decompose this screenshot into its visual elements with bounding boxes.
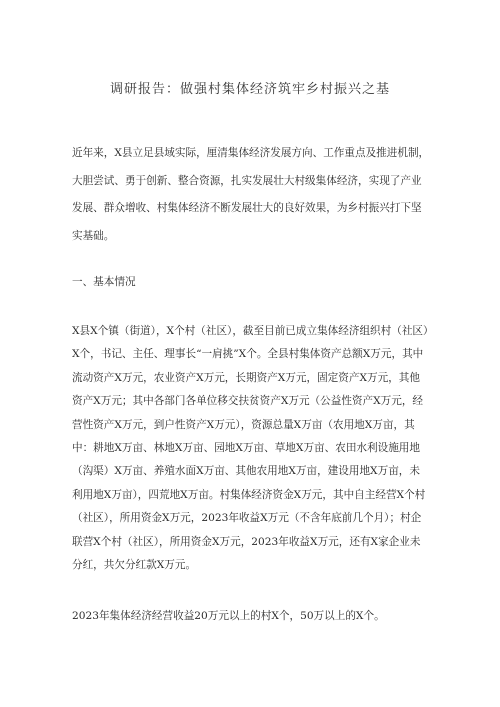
basic-situation-paragraph: X县X个镇（街道），X个村（社区），截至目前已成立集体经济组织村（社区）X个，书记、主任、理事长“一肩挑”X个。全县村集体资产总额X万元，其中流动资产X万元，农业资产X万元，长期资产X万元，固定资产X万元，其他资产X万元；其中各部门各单位移交扶贫资产X万元（公益性资产X万元，经营性资产X万元，到户性资产X万元），资源总量X万亩（农用地X万亩，其中：耕地X万亩、林地X万亩、园地X万亩、草地X万亩、农田水利设施用地（沟渠）X万亩、养殖水面X万亩、其他农用地X万亩，建设用地X万亩，未利用地X万亩），四荒地X万亩。村集体经济资金X万元，其中自主经营X个村（社区），所用资金X万元，2023年收益X万元（不含年底前几个月）；村企联营X个村（社区），所用资金X万元，2023年收益X万元，还有X家企业未分红，共欠分红款X万元。 — [72, 325, 429, 572]
document-title: 调研报告：做强村集体经济筑牢乡村振兴之基 — [109, 82, 390, 97]
income-summary-line: 2023年集体经济经营收益20万元以上的村X个，50万以上的X个。 — [72, 610, 385, 622]
intro-paragraph: 近年来，X县立足县域实际，厘清集体经济发展方向、工作重点及推进机制，大胆尝试、勇于创新、整合资源，扎实发展壮大村级集体经济，实现了产业发展、群众增收、村集体经济不断发展壮大的良好效果，为乡村振兴打下坚实基础。 — [72, 147, 430, 242]
section-heading: 一、基本情况 — [72, 276, 136, 288]
